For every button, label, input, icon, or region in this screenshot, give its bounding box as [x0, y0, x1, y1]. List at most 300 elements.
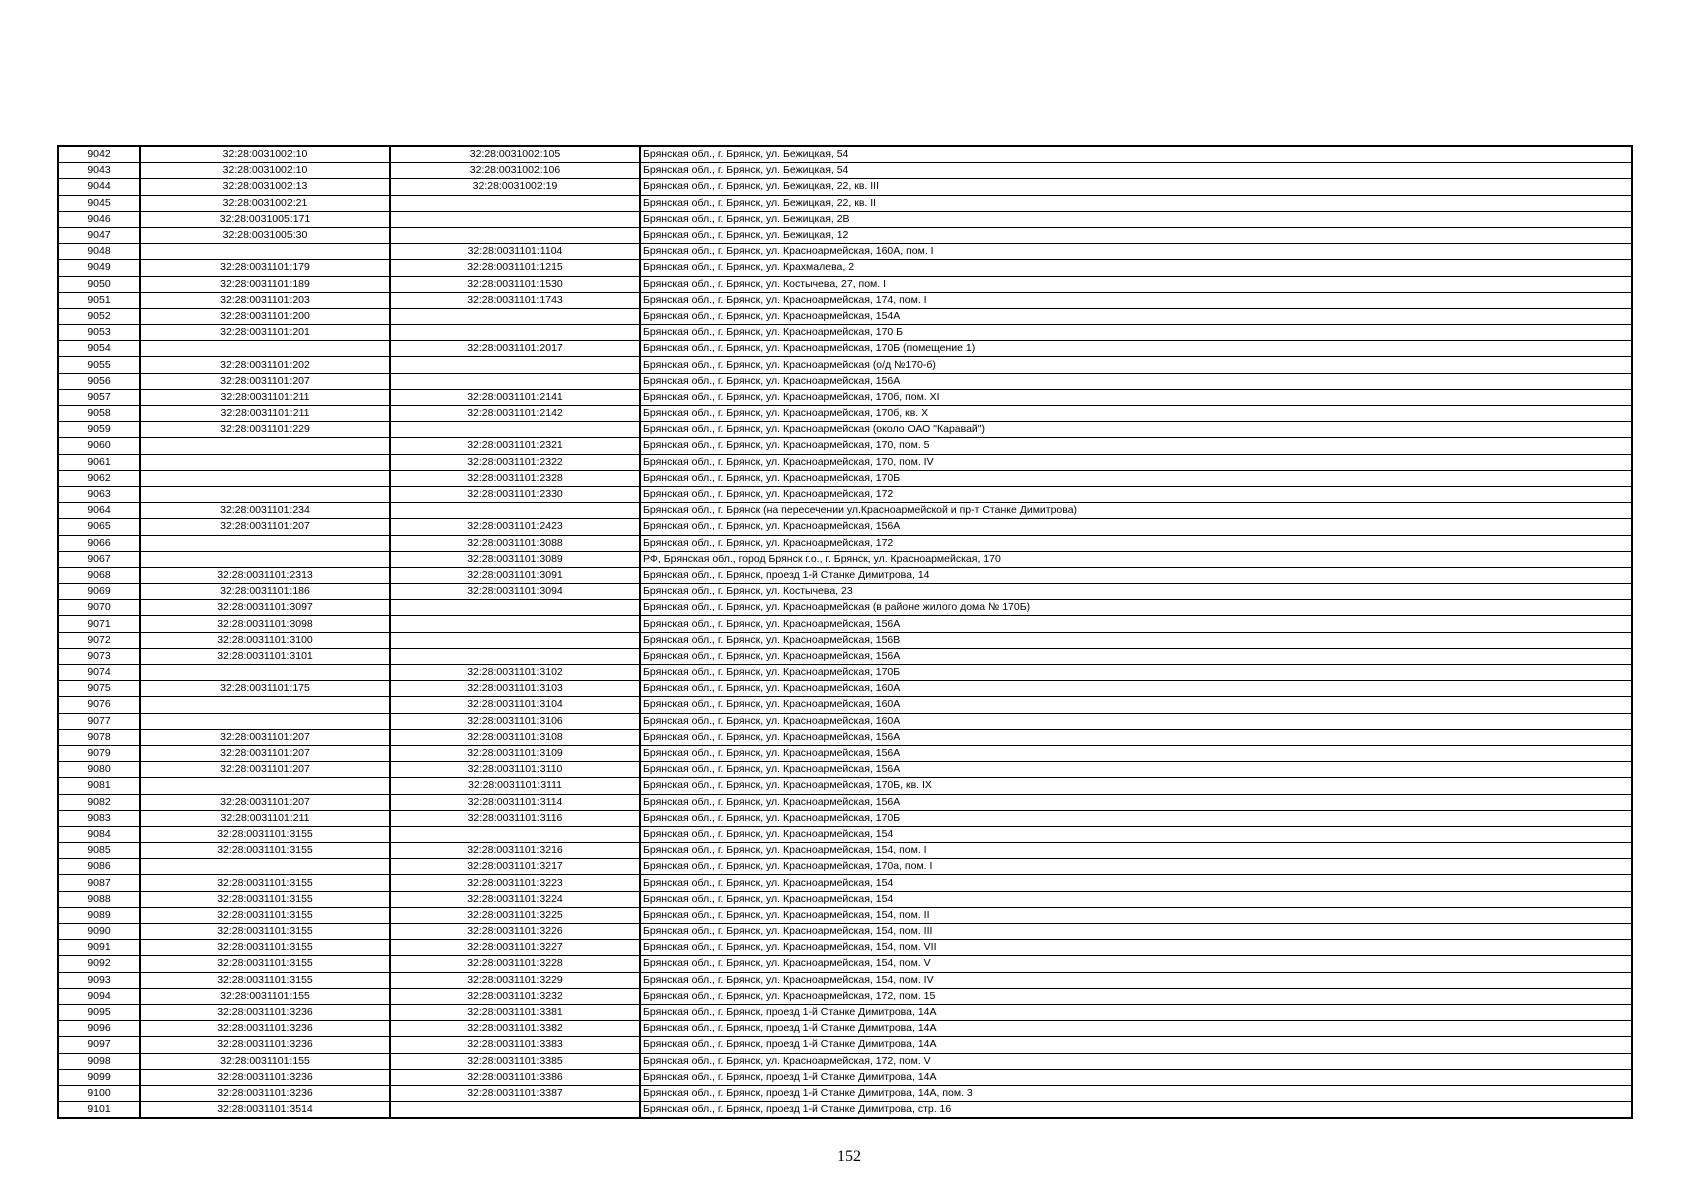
parent-cadastral-cell: 32:28:0031101:3236	[140, 1037, 390, 1053]
object-cadastral-cell: 32:28:0031101:3383	[390, 1037, 640, 1053]
address-cell: Брянская обл., г. Брянск, ул. Красноармейская, 170Б	[640, 810, 1632, 826]
object-cadastral-cell	[390, 308, 640, 324]
parent-cadastral-cell: 32:28:0031101:207	[140, 519, 390, 535]
parent-cadastral-cell: 32:28:0031002:10	[140, 163, 390, 179]
object-cadastral-cell	[390, 422, 640, 438]
table-row	[58, 1037, 1632, 1053]
address-cell: Брянская обл., г. Брянск, ул. Красноармейская, 154	[640, 826, 1632, 842]
table-row	[58, 843, 1632, 859]
table-row	[58, 584, 1632, 600]
row-number-cell: 9087	[58, 875, 140, 891]
table-row	[58, 665, 1632, 681]
row-number-cell: 9089	[58, 907, 140, 923]
row-number-cell: 9044	[58, 179, 140, 195]
row-number-cell: 9096	[58, 1021, 140, 1037]
address-cell: Брянская обл., г. Брянск, проезд 1-й Станке Димитрова, 14А	[640, 1004, 1632, 1020]
address-cell: Брянская обл., г. Брянск, ул. Красноармейская, 156А	[640, 762, 1632, 778]
row-number-cell: 9048	[58, 244, 140, 260]
parent-cadastral-cell: 32:28:0031101:189	[140, 276, 390, 292]
table-row	[58, 325, 1632, 341]
row-number-cell: 9043	[58, 163, 140, 179]
object-cadastral-cell: 32:28:0031101:3111	[390, 778, 640, 794]
address-cell: Брянская обл., г. Брянск, ул. Красноармейская, 170, пом. IV	[640, 454, 1632, 470]
parent-cadastral-cell: 32:28:0031101:203	[140, 292, 390, 308]
address-cell: Брянская обл., г. Брянск, ул. Красноармейская, 154, пом. II	[640, 907, 1632, 923]
table-row	[58, 179, 1632, 195]
parent-cadastral-cell: 32:28:0031101:3155	[140, 843, 390, 859]
row-number-cell: 9061	[58, 454, 140, 470]
address-cell: Брянская обл., г. Брянск, ул. Красноармейская, 170Б, кв. IX	[640, 778, 1632, 794]
object-cadastral-cell: 32:28:0031101:1215	[390, 260, 640, 276]
address-cell: Брянская обл., г. Брянск, ул. Красноармейская, 172, пом. V	[640, 1053, 1632, 1069]
row-number-cell: 9047	[58, 227, 140, 243]
address-cell: Брянская обл., г. Брянск, ул. Красноармейская, 160А	[640, 713, 1632, 729]
object-cadastral-cell: 32:28:0031101:3108	[390, 729, 640, 745]
row-number-cell: 9054	[58, 341, 140, 357]
address-cell: Брянская обл., г. Брянск, ул. Красноармейская, 170Б	[640, 665, 1632, 681]
address-cell: Брянская обл., г. Брянск, ул. Красноармейская, 156А	[640, 616, 1632, 632]
parent-cadastral-cell	[140, 665, 390, 681]
object-cadastral-cell: 32:28:0031101:3116	[390, 810, 640, 826]
table-row	[58, 163, 1632, 179]
parent-cadastral-cell: 32:28:0031101:3098	[140, 616, 390, 632]
address-cell: Брянская обл., г. Брянск, ул. Красноармейская, 154	[640, 875, 1632, 891]
address-cell: РФ, Брянская обл., город Брянск г.о., г. Брянск, ул. Красноармейская, 170	[640, 551, 1632, 567]
row-number-cell: 9065	[58, 519, 140, 535]
table-row	[58, 810, 1632, 826]
table-row	[58, 308, 1632, 324]
parent-cadastral-cell: 32:28:0031101:3155	[140, 972, 390, 988]
row-number-cell: 9088	[58, 891, 140, 907]
parent-cadastral-cell: 32:28:0031101:211	[140, 406, 390, 422]
row-number-cell: 9053	[58, 325, 140, 341]
address-cell: Брянская обл., г. Брянск, ул. Красноармейская, 172	[640, 535, 1632, 551]
address-cell: Брянская обл., г. Брянск, ул. Красноармейская, 170Б	[640, 470, 1632, 486]
table-row	[58, 341, 1632, 357]
row-number-cell: 9080	[58, 762, 140, 778]
object-cadastral-cell	[390, 503, 640, 519]
table-row	[58, 227, 1632, 243]
object-cadastral-cell: 32:28:0031101:3088	[390, 535, 640, 551]
parent-cadastral-cell: 32:28:0031005:30	[140, 227, 390, 243]
row-number-cell: 9079	[58, 745, 140, 761]
address-cell: Брянская обл., г. Брянск, ул. Красноармейская, 170б, кв. X	[640, 406, 1632, 422]
address-cell: Брянская обл., г. Брянск, ул. Красноармейская, 156А	[640, 373, 1632, 389]
object-cadastral-cell: 32:28:0031101:3224	[390, 891, 640, 907]
row-number-cell: 9071	[58, 616, 140, 632]
object-cadastral-cell: 32:28:0031101:3229	[390, 972, 640, 988]
address-cell: Брянская обл., г. Брянск, ул. Красноармейская, 154, пом. V	[640, 956, 1632, 972]
row-number-cell: 9059	[58, 422, 140, 438]
row-number-cell: 9101	[58, 1102, 140, 1119]
table-row	[58, 940, 1632, 956]
address-cell: Брянская обл., г. Брянск, ул. Красноармейская, 156А	[640, 745, 1632, 761]
object-cadastral-cell: 32:28:0031101:3387	[390, 1085, 640, 1101]
table-row	[58, 486, 1632, 502]
parent-cadastral-cell: 32:28:0031101:155	[140, 988, 390, 1004]
object-cadastral-cell: 32:28:0031101:2321	[390, 438, 640, 454]
object-cadastral-cell	[390, 826, 640, 842]
parent-cadastral-cell: 32:28:0031101:3100	[140, 632, 390, 648]
parent-cadastral-cell: 32:28:0031101:207	[140, 794, 390, 810]
address-cell: Брянская обл., г. Брянск, проезд 1-й Станке Димитрова, 14	[640, 567, 1632, 583]
parent-cadastral-cell: 32:28:0031101:3101	[140, 648, 390, 664]
row-number-cell: 9084	[58, 826, 140, 842]
object-cadastral-cell	[390, 357, 640, 373]
row-number-cell: 9097	[58, 1037, 140, 1053]
address-cell: Брянская обл., г. Брянск, ул. Красноармейская, 170б, пом. XI	[640, 389, 1632, 405]
row-number-cell: 9074	[58, 665, 140, 681]
address-cell: Брянская обл., г. Брянск, ул. Красноармейская, 170Б (помещение 1)	[640, 341, 1632, 357]
address-cell: Брянская обл., г. Брянск, ул. Костычева, 27, пом. I	[640, 276, 1632, 292]
object-cadastral-cell: 32:28:0031101:3110	[390, 762, 640, 778]
row-number-cell: 9075	[58, 681, 140, 697]
object-cadastral-cell: 32:28:0031101:3094	[390, 584, 640, 600]
parent-cadastral-cell: 32:28:0031101:179	[140, 260, 390, 276]
table-row	[58, 745, 1632, 761]
row-number-cell: 9094	[58, 988, 140, 1004]
object-cadastral-cell: 32:28:0031101:3114	[390, 794, 640, 810]
address-cell: Брянская обл., г. Брянск, ул. Красноармейская, 170 Б	[640, 325, 1632, 341]
parent-cadastral-cell: 32:28:0031101:207	[140, 373, 390, 389]
table-row	[58, 551, 1632, 567]
object-cadastral-cell: 32:28:0031101:3217	[390, 859, 640, 875]
object-cadastral-cell	[390, 195, 640, 211]
parent-cadastral-cell: 32:28:0031101:3236	[140, 1021, 390, 1037]
object-cadastral-cell: 32:28:0031101:2322	[390, 454, 640, 470]
address-cell: Брянская обл., г. Брянск, ул. Красноармейская, 154, пом. VII	[640, 940, 1632, 956]
row-number-cell: 9062	[58, 470, 140, 486]
row-number-cell: 9042	[58, 146, 140, 163]
row-number-cell: 9099	[58, 1069, 140, 1085]
table-row	[58, 1069, 1632, 1085]
table-row	[58, 681, 1632, 697]
table-row	[58, 713, 1632, 729]
row-number-cell: 9060	[58, 438, 140, 454]
parent-cadastral-cell: 32:28:0031101:207	[140, 745, 390, 761]
table-row	[58, 357, 1632, 373]
object-cadastral-cell: 32:28:0031101:2142	[390, 406, 640, 422]
object-cadastral-cell: 32:28:0031101:3232	[390, 988, 640, 1004]
parent-cadastral-cell: 32:28:0031101:234	[140, 503, 390, 519]
table-row	[58, 146, 1632, 163]
object-cadastral-cell	[390, 616, 640, 632]
address-cell: Брянская обл., г. Брянск, ул. Красноармейская, 170, пом. 5	[640, 438, 1632, 454]
parent-cadastral-cell: 32:28:0031002:13	[140, 179, 390, 195]
address-cell: Брянская обл., г. Брянск, проезд 1-й Станке Димитрова, 14А, пом. 3	[640, 1085, 1632, 1101]
address-cell: Брянская обл., г. Брянск, ул. Красноармейская, 154	[640, 891, 1632, 907]
row-number-cell: 9078	[58, 729, 140, 745]
object-cadastral-cell	[390, 227, 640, 243]
object-cadastral-cell	[390, 325, 640, 341]
object-cadastral-cell: 32:28:0031101:3223	[390, 875, 640, 891]
table-row	[58, 1004, 1632, 1020]
row-number-cell: 9083	[58, 810, 140, 826]
object-cadastral-cell: 32:28:0031101:3386	[390, 1069, 640, 1085]
object-cadastral-cell: 32:28:0031101:2017	[390, 341, 640, 357]
address-cell: Брянская обл., г. Брянск, ул. Красноармейская, 154, пом. IV	[640, 972, 1632, 988]
object-cadastral-cell	[390, 600, 640, 616]
row-number-cell: 9057	[58, 389, 140, 405]
object-cadastral-cell	[390, 648, 640, 664]
address-cell: Брянская обл., г. Брянск, ул. Бежицкая, 54	[640, 146, 1632, 163]
address-cell: Брянская обл., г. Брянск, ул. Бежицкая, 54	[640, 163, 1632, 179]
parent-cadastral-cell	[140, 341, 390, 357]
parent-cadastral-cell: 32:28:0031101:3514	[140, 1102, 390, 1119]
object-cadastral-cell: 32:28:0031101:3109	[390, 745, 640, 761]
address-cell: Брянская обл., г. Брянск, ул. Красноармейская, 160А	[640, 697, 1632, 713]
row-number-cell: 9098	[58, 1053, 140, 1069]
table-row	[58, 762, 1632, 778]
row-number-cell: 9049	[58, 260, 140, 276]
address-cell: Брянская обл., г. Брянск, ул. Красноармейская, 156А	[640, 729, 1632, 745]
address-cell: Брянская обл., г. Брянск, ул. Бежицкая, 2В	[640, 211, 1632, 227]
row-number-cell: 9050	[58, 276, 140, 292]
parent-cadastral-cell	[140, 778, 390, 794]
row-number-cell: 9072	[58, 632, 140, 648]
table-row	[58, 260, 1632, 276]
parent-cadastral-cell: 32:28:0031101:3155	[140, 875, 390, 891]
address-cell: Брянская обл., г. Брянск, ул. Красноармейская, 156А	[640, 519, 1632, 535]
object-cadastral-cell: 32:28:0031101:3385	[390, 1053, 640, 1069]
object-cadastral-cell: 32:28:0031101:2330	[390, 486, 640, 502]
parent-cadastral-cell: 32:28:0031101:3097	[140, 600, 390, 616]
address-cell: Брянская обл., г. Брянск, ул. Бежицкая, 12	[640, 227, 1632, 243]
table-row	[58, 389, 1632, 405]
parent-cadastral-cell: 32:28:0031101:2313	[140, 567, 390, 583]
address-cell: Брянская обл., г. Брянск, ул. Красноармейская, 154А	[640, 308, 1632, 324]
object-cadastral-cell: 32:28:0031101:3226	[390, 924, 640, 940]
parent-cadastral-cell: 32:28:0031101:3155	[140, 891, 390, 907]
address-cell: Брянская обл., г. Брянск (на пересечении ул.Красноармейской и пр-т Станке Димитрова)	[640, 503, 1632, 519]
address-cell: Брянская обл., г. Брянск, ул. Красноармейская, 154, пом. I	[640, 843, 1632, 859]
parent-cadastral-cell	[140, 551, 390, 567]
row-number-cell: 9064	[58, 503, 140, 519]
row-number-cell: 9076	[58, 697, 140, 713]
address-cell: Брянская обл., г. Брянск, ул. Красноармейская, 160А	[640, 681, 1632, 697]
row-number-cell: 9063	[58, 486, 140, 502]
table-row	[58, 875, 1632, 891]
table-row	[58, 373, 1632, 389]
object-cadastral-cell	[390, 211, 640, 227]
table-row	[58, 195, 1632, 211]
address-cell: Брянская обл., г. Брянск, ул. Бежицкая, 22, кв. III	[640, 179, 1632, 195]
object-cadastral-cell: 32:28:0031101:3091	[390, 567, 640, 583]
row-number-cell: 9092	[58, 956, 140, 972]
parent-cadastral-cell	[140, 859, 390, 875]
table-row	[58, 422, 1632, 438]
table-row	[58, 924, 1632, 940]
parent-cadastral-cell: 32:28:0031101:211	[140, 810, 390, 826]
object-cadastral-cell: 32:28:0031101:3228	[390, 956, 640, 972]
parent-cadastral-cell: 32:28:0031005:171	[140, 211, 390, 227]
table-row	[58, 632, 1632, 648]
object-cadastral-cell: 32:28:0031101:3381	[390, 1004, 640, 1020]
object-cadastral-cell: 32:28:0031101:3225	[390, 907, 640, 923]
table-row	[58, 956, 1632, 972]
parent-cadastral-cell	[140, 244, 390, 260]
address-cell: Брянская обл., г. Брянск, ул. Красноармейская, 154, пом. III	[640, 924, 1632, 940]
parent-cadastral-cell: 32:28:0031101:3155	[140, 956, 390, 972]
object-cadastral-cell: 32:28:0031002:19	[390, 179, 640, 195]
parent-cadastral-cell: 32:28:0031101:207	[140, 729, 390, 745]
row-number-cell: 9046	[58, 211, 140, 227]
row-number-cell: 9066	[58, 535, 140, 551]
parent-cadastral-cell: 32:28:0031101:3155	[140, 924, 390, 940]
object-cadastral-cell: 32:28:0031101:3103	[390, 681, 640, 697]
table-row	[58, 988, 1632, 1004]
row-number-cell: 9091	[58, 940, 140, 956]
registry-table	[57, 145, 1633, 1119]
table-row	[58, 470, 1632, 486]
object-cadastral-cell: 32:28:0031101:1104	[390, 244, 640, 260]
address-cell: Брянская обл., г. Брянск, проезд 1-й Станке Димитрова, стр. 16	[640, 1102, 1632, 1119]
parent-cadastral-cell: 32:28:0031101:3155	[140, 940, 390, 956]
table-row	[58, 244, 1632, 260]
row-number-cell: 9081	[58, 778, 140, 794]
parent-cadastral-cell: 32:28:0031101:202	[140, 357, 390, 373]
parent-cadastral-cell: 32:28:0031101:211	[140, 389, 390, 405]
parent-cadastral-cell	[140, 470, 390, 486]
parent-cadastral-cell: 32:28:0031002:10	[140, 146, 390, 163]
object-cadastral-cell: 32:28:0031101:3104	[390, 697, 640, 713]
address-cell: Брянская обл., г. Брянск, ул. Красноармейская, 156А	[640, 794, 1632, 810]
address-cell: Брянская обл., г. Брянск, ул. Бежицкая, 22, кв. II	[640, 195, 1632, 211]
parent-cadastral-cell: 32:28:0031101:3236	[140, 1069, 390, 1085]
row-number-cell: 9056	[58, 373, 140, 389]
table-row	[58, 972, 1632, 988]
parent-cadastral-cell: 32:28:0031101:186	[140, 584, 390, 600]
table-row	[58, 600, 1632, 616]
table-row	[58, 535, 1632, 551]
object-cadastral-cell: 32:28:0031101:3102	[390, 665, 640, 681]
row-number-cell: 9069	[58, 584, 140, 600]
table-row	[58, 616, 1632, 632]
registry-table-body	[58, 146, 1632, 1118]
table-row	[58, 438, 1632, 454]
object-cadastral-cell: 32:28:0031002:105	[390, 146, 640, 163]
table-row	[58, 211, 1632, 227]
parent-cadastral-cell: 32:28:0031101:207	[140, 762, 390, 778]
table-row	[58, 826, 1632, 842]
table-row	[58, 907, 1632, 923]
address-cell: Брянская обл., г. Брянск, ул. Красноармейская, 172, пом. 15	[640, 988, 1632, 1004]
address-cell: Брянская обл., г. Брянск, проезд 1-й Станке Димитрова, 14А	[640, 1069, 1632, 1085]
table-row	[58, 859, 1632, 875]
object-cadastral-cell: 32:28:0031101:3089	[390, 551, 640, 567]
address-cell: Брянская обл., г. Брянск, ул. Крахмалева, 2	[640, 260, 1632, 276]
object-cadastral-cell	[390, 1102, 640, 1119]
object-cadastral-cell	[390, 632, 640, 648]
address-cell: Брянская обл., г. Брянск, ул. Красноармейская, 170а, пом. I	[640, 859, 1632, 875]
table-row	[58, 1021, 1632, 1037]
object-cadastral-cell: 32:28:0031101:3227	[390, 940, 640, 956]
row-number-cell: 9073	[58, 648, 140, 664]
object-cadastral-cell: 32:28:0031101:2141	[390, 389, 640, 405]
table-row	[58, 292, 1632, 308]
parent-cadastral-cell	[140, 697, 390, 713]
parent-cadastral-cell: 32:28:0031101:3155	[140, 826, 390, 842]
address-cell: Брянская обл., г. Брянск, ул. Красноармейская, 156А	[640, 648, 1632, 664]
page-number: 152	[837, 1148, 861, 1165]
object-cadastral-cell: 32:28:0031101:3382	[390, 1021, 640, 1037]
row-number-cell: 9058	[58, 406, 140, 422]
address-cell: Брянская обл., г. Брянск, проезд 1-й Станке Димитрова, 14А	[640, 1037, 1632, 1053]
object-cadastral-cell: 32:28:0031101:1530	[390, 276, 640, 292]
table-row	[58, 567, 1632, 583]
table-row	[58, 1053, 1632, 1069]
parent-cadastral-cell: 32:28:0031101:155	[140, 1053, 390, 1069]
parent-cadastral-cell: 32:28:0031101:3236	[140, 1085, 390, 1101]
row-number-cell: 9068	[58, 567, 140, 583]
address-cell: Брянская обл., г. Брянск, ул. Красноармейская (около ОАО "Каравай")	[640, 422, 1632, 438]
table-row	[58, 1102, 1632, 1119]
row-number-cell: 9045	[58, 195, 140, 211]
object-cadastral-cell: 32:28:0031101:1743	[390, 292, 640, 308]
address-cell: Брянская обл., г. Брянск, ул. Красноармейская, 156В	[640, 632, 1632, 648]
row-number-cell: 9095	[58, 1004, 140, 1020]
table-row	[58, 503, 1632, 519]
row-number-cell: 9067	[58, 551, 140, 567]
row-number-cell: 9052	[58, 308, 140, 324]
table-row	[58, 519, 1632, 535]
parent-cadastral-cell: 32:28:0031101:3155	[140, 907, 390, 923]
row-number-cell: 9055	[58, 357, 140, 373]
address-cell: Брянская обл., г. Брянск, ул. Красноармейская (в районе жилого дома № 170Б)	[640, 600, 1632, 616]
address-cell: Брянская обл., г. Брянск, ул. Красноармейская, 160А, пом. I	[640, 244, 1632, 260]
object-cadastral-cell: 32:28:0031002:106	[390, 163, 640, 179]
parent-cadastral-cell: 32:28:0031002:21	[140, 195, 390, 211]
row-number-cell: 9070	[58, 600, 140, 616]
table-row	[58, 697, 1632, 713]
table-row	[58, 1085, 1632, 1101]
parent-cadastral-cell	[140, 486, 390, 502]
parent-cadastral-cell: 32:28:0031101:200	[140, 308, 390, 324]
row-number-cell: 9090	[58, 924, 140, 940]
table-row	[58, 729, 1632, 745]
row-number-cell: 9086	[58, 859, 140, 875]
parent-cadastral-cell	[140, 438, 390, 454]
table-row	[58, 891, 1632, 907]
object-cadastral-cell: 32:28:0031101:3216	[390, 843, 640, 859]
row-number-cell: 9093	[58, 972, 140, 988]
parent-cadastral-cell	[140, 535, 390, 551]
row-number-cell: 9077	[58, 713, 140, 729]
object-cadastral-cell	[390, 373, 640, 389]
table-row	[58, 778, 1632, 794]
row-number-cell: 9051	[58, 292, 140, 308]
table-row	[58, 454, 1632, 470]
address-cell: Брянская обл., г. Брянск, ул. Красноармейская, 174, пом. I	[640, 292, 1632, 308]
parent-cadastral-cell	[140, 454, 390, 470]
object-cadastral-cell: 32:28:0031101:2328	[390, 470, 640, 486]
row-number-cell: 9082	[58, 794, 140, 810]
object-cadastral-cell: 32:28:0031101:3106	[390, 713, 640, 729]
table-row	[58, 794, 1632, 810]
row-number-cell: 9085	[58, 843, 140, 859]
parent-cadastral-cell: 32:28:0031101:229	[140, 422, 390, 438]
object-cadastral-cell: 32:28:0031101:2423	[390, 519, 640, 535]
table-row	[58, 648, 1632, 664]
table-row	[58, 276, 1632, 292]
parent-cadastral-cell: 32:28:0031101:175	[140, 681, 390, 697]
parent-cadastral-cell: 32:28:0031101:201	[140, 325, 390, 341]
address-cell: Брянская обл., г. Брянск, ул. Красноармейская (о/д №170-б)	[640, 357, 1632, 373]
table-row	[58, 406, 1632, 422]
address-cell: Брянская обл., г. Брянск, ул. Красноармейская, 172	[640, 486, 1632, 502]
address-cell: Брянская обл., г. Брянск, проезд 1-й Станке Димитрова, 14А	[640, 1021, 1632, 1037]
parent-cadastral-cell: 32:28:0031101:3236	[140, 1004, 390, 1020]
